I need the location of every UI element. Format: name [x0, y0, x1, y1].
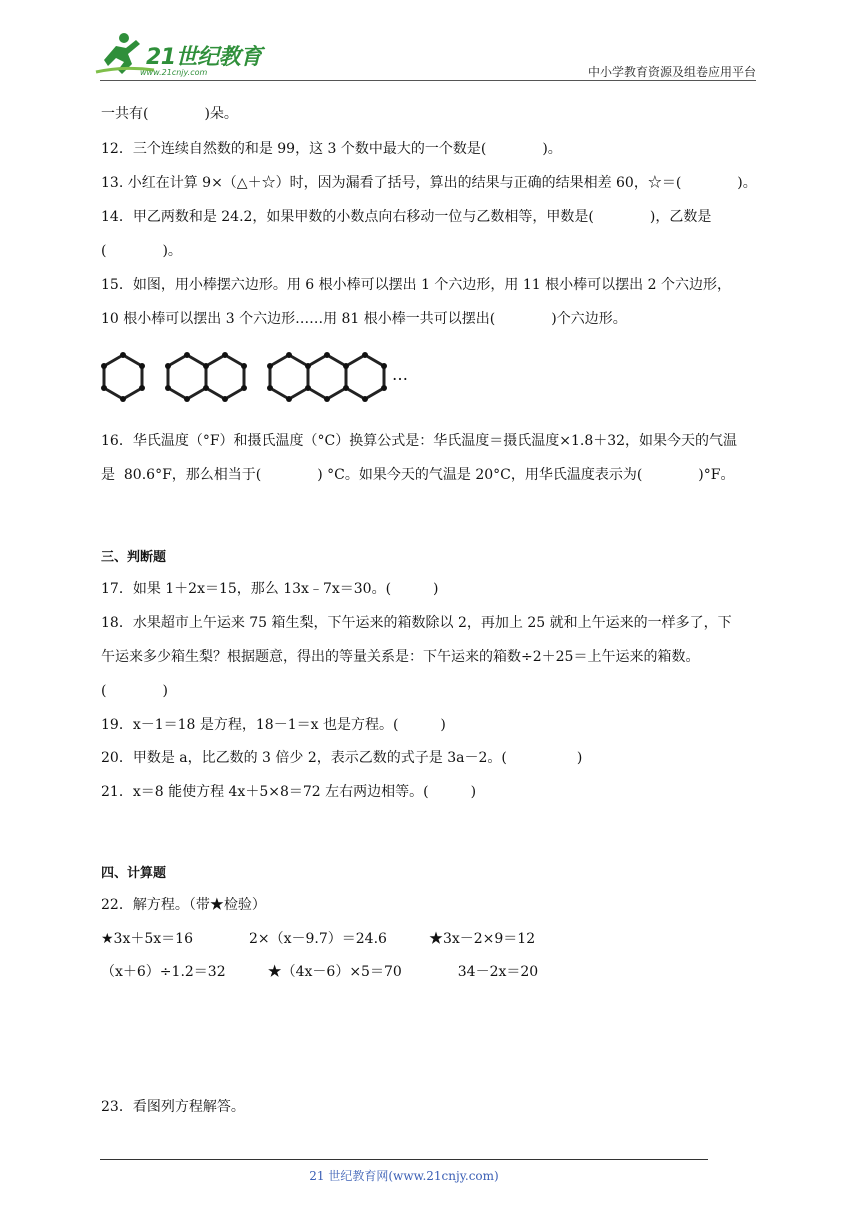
page-header: [0, 0, 860, 86]
platform-label: 中小学教育资源及组卷应用平台: [587, 65, 756, 79]
question-15-line1: 15．如图，用小棒摆六边形。用 6 根小棒可以摆出 1 个六边形，用 11 根小棒可以摆出 2 个六边形，: [101, 277, 731, 293]
question-23: 23．看图列方程解答。: [101, 1099, 245, 1115]
header-divider: [100, 80, 756, 81]
footer-divider: [100, 1159, 708, 1160]
question-18-line1: 18．水果超市上午运来 75 箱生梨，下午运来的箱数除以 2，再加上 25 就和上午运来的一样多了，下: [101, 615, 732, 631]
question-16-line1: 16．华氏温度（°F）和摄氏温度（°C）换算公式是：华氏温度＝摄氏温度×1.8＋32，如果今天的气温: [101, 433, 738, 449]
question-19: 19．x－1＝18 是方程，18－1＝x 也是方程。( ): [101, 717, 446, 733]
footer-text: 21 世纪教育网(www.21cnjy.com): [309, 1169, 499, 1183]
question-18-line3: ( ): [101, 683, 168, 699]
question-14-line2: ( )。: [101, 243, 182, 259]
section-calc-title: 四、计算题: [101, 866, 167, 881]
logo-text: 21世纪教育: [146, 45, 262, 70]
question-12: 12．三个连续自然数的和是 99，这 3 个数中最大的一个数是( )。: [101, 141, 562, 157]
question-13: 13. 小红在计算 9×（△＋☆）时，因为漏看了括号，算出的结果与正确的结果相差 60，☆＝( )。: [101, 175, 757, 191]
question-17: 17．如果 1＋2x＝15，那么 13x﹣7x＝30。( ): [101, 581, 439, 597]
question-16-line2: 是 80.6°F，那么相当于( ) °C。如果今天的气温是 20°C，用华氏温度表示为( )°F。: [101, 467, 735, 483]
figure-ellipsis: …: [392, 365, 408, 384]
question-21: 21．x＝8 能使方程 4x＋5×8＝72 左右两边相等。( ): [101, 784, 477, 800]
equation-row-2: （x＋6）÷1.2＝32 ★（4x－6）×5＝70 34－2x＝20: [101, 964, 539, 980]
equation-row-1: ★3x＋5x＝16 2×（x－9.7）＝24.6 ★3x－2×9＝12: [101, 931, 536, 947]
question-18-line2: 午运来多少箱生梨？根据题意，得出的等量关系是：下午运来的箱数÷2＋25＝上午运来的箱数。: [101, 649, 700, 665]
logo-url: www.21cnjy.com: [140, 68, 208, 77]
question-22: 22．解方程。（带★检验）: [101, 897, 266, 913]
question-14-line1: 14．甲乙两数和是 24.2，如果甲数的小数点向右移动一位与乙数相等，甲数是( )，乙数是: [101, 209, 712, 225]
section-judge-title: 三、判断题: [101, 550, 167, 565]
question-15-line2: 10 根小棒可以摆出 3 个六边形……用 81 根小棒一共可以摆出( )个六边形。: [101, 311, 627, 327]
question-11-tail: 一共有( )朵。: [101, 106, 238, 122]
question-20: 20．甲数是 a，比乙数的 3 倍少 2，表示乙数的式子是 3a－2。( ): [101, 750, 583, 766]
hexagon-figure: [96, 346, 426, 406]
